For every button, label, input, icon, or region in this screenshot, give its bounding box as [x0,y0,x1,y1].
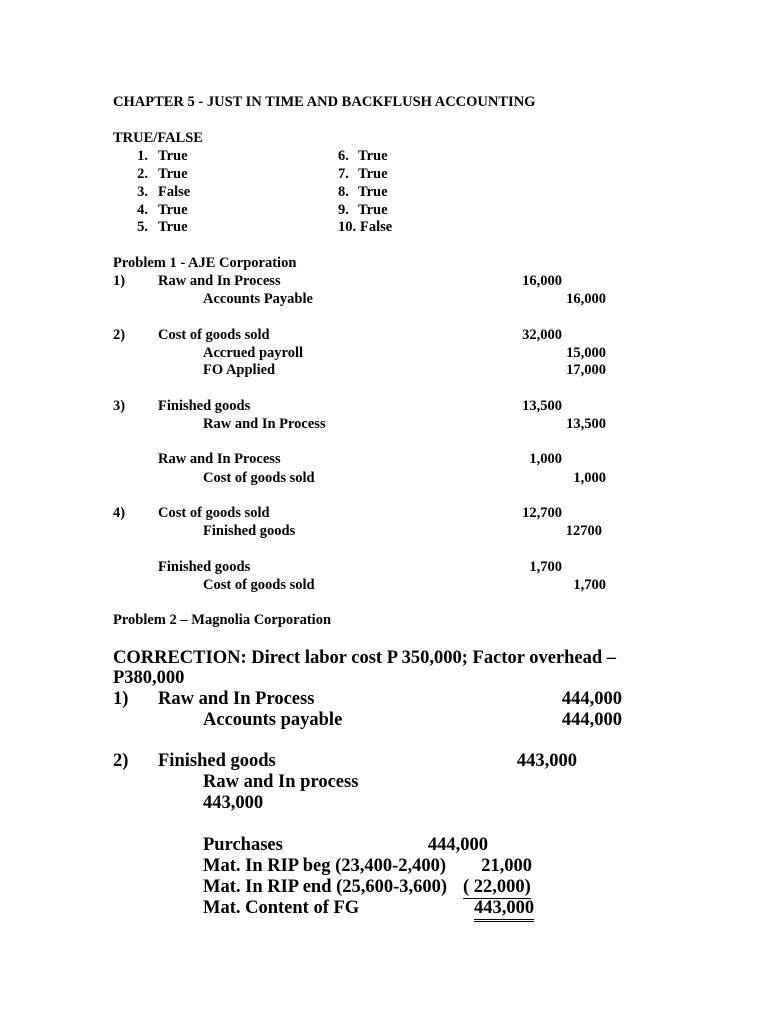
credit-amount: 1,000 [573,470,606,486]
tf-answer: True [358,166,388,182]
credit-account: FO Applied [203,362,276,378]
debit-amount: 1,000 [529,451,562,467]
tf-answer: False [158,184,191,200]
debit-account: Finished goods [158,751,276,771]
correction-note-cont: P380,000 [113,668,185,688]
debit-amount: 443,000 [516,751,577,771]
calc-label: Purchases [203,835,283,855]
credit-account: Accrued payroll [203,345,304,361]
tf-heading: TRUE/FALSE [113,130,203,146]
credit-amount: 15,000 [566,345,606,361]
credit-amount: 444,000 [561,710,622,730]
tf-answer: True [358,148,388,164]
debit-amount: 32,000 [522,327,562,343]
debit-amount: 13,500 [522,398,562,414]
entry-number: 1) [113,273,126,289]
calc-label: Mat. In RIP beg (23,400-2,400) [203,856,447,876]
tf-answer: True [158,166,188,182]
tf-answer: True [158,148,188,164]
tf-num: 1. [137,148,148,164]
entry-number: 4) [113,505,126,521]
debit-account: Cost of goods sold [158,327,270,343]
entry-number: 1) [113,689,129,709]
credit-account: Accounts payable [203,710,343,730]
credit-account: Raw and In process [203,772,359,792]
debit-amount: 444,000 [561,689,622,709]
debit-account: Raw and In Process [158,689,315,709]
tf-num: 10. [338,219,357,235]
calc-amount-underlined [463,878,531,897]
calc-total: 443,000 [474,898,534,922]
tf-answer: True [358,202,388,218]
tf-num: 3. [137,184,148,200]
problem-2-title: Problem 2 – Magnolia Corporation [113,612,332,628]
correction-note: CORRECTION: Direct labor cost P 350,000; Factor overhead – [113,648,617,668]
tf-num: 6. [338,148,349,164]
debit-amount: 16,000 [522,273,562,289]
credit-account: Finished goods [203,523,296,539]
entry-number: 2) [113,327,126,343]
credit-amount: 17,000 [566,362,606,378]
entry-number: 2) [113,751,129,771]
credit-amount: 1,700 [573,577,606,593]
debit-account: Finished goods [158,559,251,575]
tf-answer: False [360,219,393,235]
calc-label: Mat. In RIP end (25,600-3,600) [203,877,448,897]
credit-amount: 12700 [565,523,602,539]
debit-account: Cost of goods sold [158,505,270,521]
tf-num: 2. [137,166,148,182]
credit-account: Accounts Payable [203,291,313,307]
calc-amount: ( 22,000) [463,877,531,897]
debit-account: Raw and In Process [158,273,281,289]
debit-account: Finished goods [158,398,251,414]
tf-answer: True [158,219,188,235]
debit-account: Raw and In Process [158,451,281,467]
tf-num: 4. [137,202,148,218]
problem-1-title: Problem 1 - AJE Corporation [113,255,297,271]
chapter-title: CHAPTER 5 - JUST IN TIME AND BACKFLUSH ACCOUNTING [113,94,536,110]
tf-answer: True [358,184,388,200]
calc-total-double-underlined [474,899,534,918]
tf-num: 7. [338,166,349,182]
credit-account: Raw and In Process [203,416,326,432]
calc-label: Mat. Content of FG [203,898,360,918]
debit-amount: 12,700 [522,505,562,521]
tf-answer: True [158,202,188,218]
calc-amount: 21,000 [481,856,532,876]
credit-amount: 16,000 [566,291,606,307]
calc-amount: 444,000 [427,835,488,855]
credit-amount: 443,000 [203,793,264,813]
credit-account: Cost of goods sold [203,577,315,593]
entry-number: 3) [113,398,126,414]
credit-amount: 13,500 [566,416,606,432]
tf-num: 5. [137,219,148,235]
debit-amount: 1,700 [529,559,562,575]
credit-account: Cost of goods sold [203,470,315,486]
tf-num: 8. [338,184,349,200]
tf-num: 9. [338,202,349,218]
